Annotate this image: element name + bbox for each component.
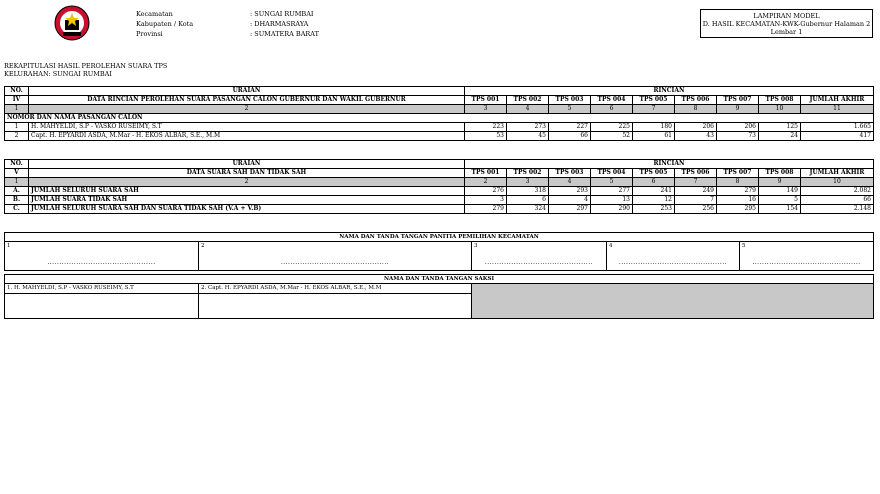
vote-cell: 154 [759, 205, 801, 214]
panitia-signature-slot [607, 242, 740, 271]
col-header: TPS 002 [507, 169, 549, 178]
slot-number: 3 [474, 243, 478, 249]
candidate-name: H. MAHYELDI, S.P - VASKO RUSEIMY, S.T [29, 123, 465, 132]
col-number: 3 [507, 178, 549, 187]
col-number: 2 [29, 178, 465, 187]
vote-cell: 45 [507, 132, 549, 141]
vote-cell: 318 [507, 187, 549, 196]
col-number: 11 [801, 105, 874, 114]
kecamatan-label: Kecamatan [136, 10, 173, 18]
section-title: DATA SUARA SAH DAN TIDAK SAH [29, 169, 465, 178]
col-number: 9 [717, 105, 759, 114]
vote-cell: 297 [549, 205, 591, 214]
col-header: TPS 003 [549, 169, 591, 178]
provinsi-value: : SUMATERA BARAT [250, 30, 319, 38]
col-number: 9 [759, 178, 801, 187]
kpu-logo [54, 5, 90, 41]
vote-cell: 43 [675, 132, 717, 141]
col-number: 5 [549, 105, 591, 114]
table-row [5, 123, 874, 132]
candidate-subheader: NOMOR DAN NAMA PASANGAN CALON [5, 114, 874, 123]
col-number: 1 [5, 178, 29, 187]
vote-cell: 279 [717, 187, 759, 196]
vote-cell: 279 [465, 205, 507, 214]
panitia-signature-table [4, 232, 874, 271]
signature-line: ............................................. [752, 259, 861, 266]
total-cell: 2.082 [801, 187, 874, 196]
lampiran-line-2: D. HASIL KECAMATAN-KWK-Gubernur Halaman 2 [702, 20, 871, 28]
kabupaten-value: : DHARMASRAYA [250, 20, 309, 28]
col-number: 6 [591, 105, 633, 114]
panitia-signature-slot [5, 242, 199, 271]
total-cell: 2.148 [801, 205, 874, 214]
vote-cell: 276 [465, 187, 507, 196]
signature-line: ............................................. [484, 259, 594, 266]
vote-cell: 206 [717, 123, 759, 132]
panitia-signature-slot [472, 242, 607, 271]
slot-number: 4 [609, 243, 613, 249]
col-header: TPS 008 [759, 169, 801, 178]
row-number: 2 [5, 132, 29, 141]
kabupaten-label: Kabupaten / Kota [136, 20, 194, 28]
table-row [5, 196, 874, 205]
vote-cell: 206 [675, 123, 717, 132]
row-label: JUMLAH SELURUH SUARA SAH DAN SUARA TIDAK SAH (V.A + V.B) [29, 205, 465, 214]
section-number: IV [5, 96, 29, 105]
panitia-signature-slot [740, 242, 874, 271]
section-number: V [5, 169, 29, 178]
col-number: 7 [675, 178, 717, 187]
vote-cell: 225 [591, 123, 633, 132]
table-row [5, 187, 874, 196]
column-number-row [5, 178, 874, 187]
col-number: 8 [717, 178, 759, 187]
provinsi-label: Provinsi [136, 30, 163, 38]
total-cell: 417 [801, 132, 874, 141]
rekap-kelurahan: KELURAHAN: SUNGAI RUMBAI [4, 70, 112, 78]
row-number: 1 [5, 123, 29, 132]
col-number: 10 [801, 178, 874, 187]
row-number: B. [5, 196, 29, 205]
vote-cell: 293 [549, 187, 591, 196]
col-header: JUMLAH AKHIR [801, 96, 874, 105]
vote-cell: 324 [507, 205, 549, 214]
saksi-signature-slot [199, 293, 472, 318]
total-cell: 1.665 [801, 123, 874, 132]
vote-cell: 227 [549, 123, 591, 132]
rincian-header: RINCIAN [465, 160, 874, 169]
col-header: TPS 006 [675, 169, 717, 178]
row-label: JUMLAH SELURUH SUARA SAH [29, 187, 465, 196]
saksi-name: 1. H. MAHYELDI, S.P - VASKO RUSEIMY, S.T [5, 284, 199, 294]
vote-cell: 125 [759, 123, 801, 132]
col-header: TPS 005 [633, 96, 675, 105]
rekap-title: REKAPITULASI HASIL PEROLEHAN SUARA TPS [4, 62, 168, 70]
vote-cell: 6 [507, 196, 549, 205]
vote-cell: 256 [675, 205, 717, 214]
no-header: NO. [5, 87, 29, 96]
col-header: TPS 008 [759, 96, 801, 105]
vote-cell: 4 [549, 196, 591, 205]
vote-cell: 295 [717, 205, 759, 214]
vote-cell: 53 [465, 132, 507, 141]
section-title: DATA RINCIAN PEROLEHAN SUARA PASANGAN CALON GUBERNUR DAN WAKIL GUBERNUR [29, 96, 465, 105]
vote-cell: 7 [675, 196, 717, 205]
col-header: TPS 004 [591, 169, 633, 178]
saksi-signature-table [4, 274, 874, 319]
col-header: TPS 006 [675, 96, 717, 105]
lampiran-box [700, 9, 873, 38]
col-number: 7 [633, 105, 675, 114]
row-number: C. [5, 205, 29, 214]
col-number: 5 [591, 178, 633, 187]
rekap-heading [4, 62, 167, 78]
no-header: NO. [5, 160, 29, 169]
vote-cell: 61 [633, 132, 675, 141]
column-number-row [5, 105, 874, 114]
lampiran-line-3: Lembar 1 [770, 28, 803, 36]
col-header: TPS 004 [591, 96, 633, 105]
valid-invalid-table [4, 159, 874, 214]
col-header: TPS 007 [717, 169, 759, 178]
vote-cell: 273 [507, 123, 549, 132]
vote-cell: 66 [549, 132, 591, 141]
vote-cell: 52 [591, 132, 633, 141]
vote-cell: 73 [717, 132, 759, 141]
row-label: JUMLAH SUARA TIDAK SAH [29, 196, 465, 205]
saksi-signature-slot [5, 293, 199, 318]
vote-cell: 249 [675, 187, 717, 196]
vote-cell: 24 [759, 132, 801, 141]
col-header: TPS 007 [717, 96, 759, 105]
vote-cell: 13 [591, 196, 633, 205]
col-number: 10 [759, 105, 801, 114]
col-number: 2 [29, 105, 465, 114]
vote-cell: 290 [591, 205, 633, 214]
table-row [5, 132, 874, 141]
signature-line: ............................................. [618, 259, 728, 266]
total-cell: 66 [801, 196, 874, 205]
slot-number: 2 [201, 243, 205, 249]
signature-line: ............................................. [280, 259, 390, 266]
col-number: 4 [549, 178, 591, 187]
col-header: TPS 005 [633, 169, 675, 178]
col-header: JUMLAH AKHIR [801, 169, 874, 178]
panitia-signature-slot [199, 242, 472, 271]
vote-cell: 16 [717, 196, 759, 205]
vote-cell: 3 [465, 196, 507, 205]
saksi-name: 2. Capt. H. EPYARDI ASDA, M.Mar - H. EKOS ALBAR, S.E., M.M [199, 284, 472, 294]
candidate-name: Capt. H. EPYARDI ASDA, M.Mar - H. EKOS ALBAR, S.E., M.M [29, 132, 465, 141]
saksi-title: NAMA DAN TANDA TANGAN SAKSI [5, 275, 874, 284]
lampiran-line-1: LAMPIRAN MODEL [753, 12, 820, 20]
col-header: TPS 001 [465, 169, 507, 178]
col-number: 4 [507, 105, 549, 114]
greyed-area [472, 284, 874, 319]
vote-cell: 223 [465, 123, 507, 132]
panitia-title: NAMA DAN TANDA TANGAN PANITIA PEMILIHAN KECAMATAN [5, 233, 874, 242]
kecamatan-value: : SUNGAI RUMBAI [250, 10, 314, 18]
row-number: A. [5, 187, 29, 196]
col-number: 6 [633, 178, 675, 187]
uraian-header: URAIAN [29, 160, 465, 169]
slot-number: 5 [742, 243, 746, 249]
col-number: 3 [465, 105, 507, 114]
vote-cell: 241 [633, 187, 675, 196]
signature-line: ............................................. [47, 259, 156, 266]
vote-cell: 5 [759, 196, 801, 205]
vote-cell: 180 [633, 123, 675, 132]
vote-cell: 277 [591, 187, 633, 196]
candidate-votes-table [4, 86, 874, 141]
col-number: 1 [5, 105, 29, 114]
col-number: 2 [465, 178, 507, 187]
col-header: TPS 003 [549, 96, 591, 105]
col-header: TPS 001 [465, 96, 507, 105]
vote-cell: 253 [633, 205, 675, 214]
table-row [5, 205, 874, 214]
col-number: 8 [675, 105, 717, 114]
location-info [136, 9, 319, 39]
col-header: TPS 002 [507, 96, 549, 105]
rincian-header: RINCIAN [465, 87, 874, 96]
uraian-header: URAIAN [29, 87, 465, 96]
vote-cell: 149 [759, 187, 801, 196]
vote-cell: 12 [633, 196, 675, 205]
slot-number: 1 [7, 243, 11, 249]
